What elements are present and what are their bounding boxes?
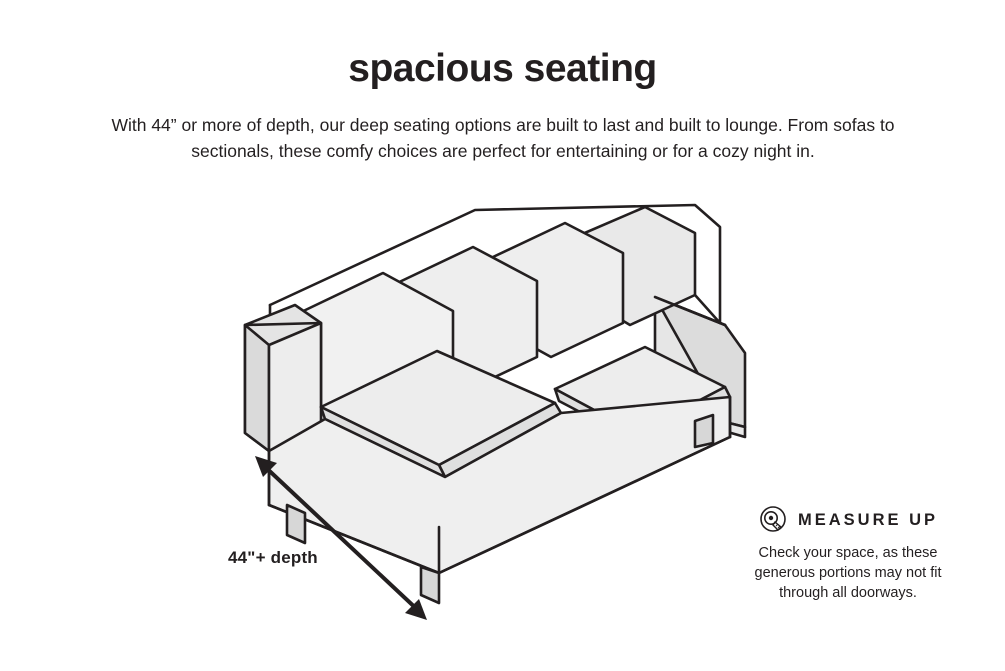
page-title: spacious seating bbox=[348, 47, 657, 90]
measure-up-callout bbox=[713, 505, 983, 603]
measure-up-body-line-1: Check your space, as these bbox=[758, 545, 938, 561]
measure-up-body-line-2: generous portions may not fit bbox=[754, 565, 942, 581]
depth-dimension-label: 44"+ depth bbox=[228, 548, 318, 567]
page-subtitle: With 44” or more of depth, our deep seating options are built to last and built to lounge. From sofas to sectionals, these comfy choices are perfect for entertaining or for a cozy night in. bbox=[111, 115, 895, 162]
measure-up-header bbox=[713, 505, 983, 535]
measure-up-body bbox=[713, 543, 983, 603]
measure-up-body-line-3: through all doorways. bbox=[779, 585, 917, 601]
tape-measure-icon bbox=[758, 505, 788, 535]
measure-up-title: MEASURE UP bbox=[797, 510, 938, 529]
